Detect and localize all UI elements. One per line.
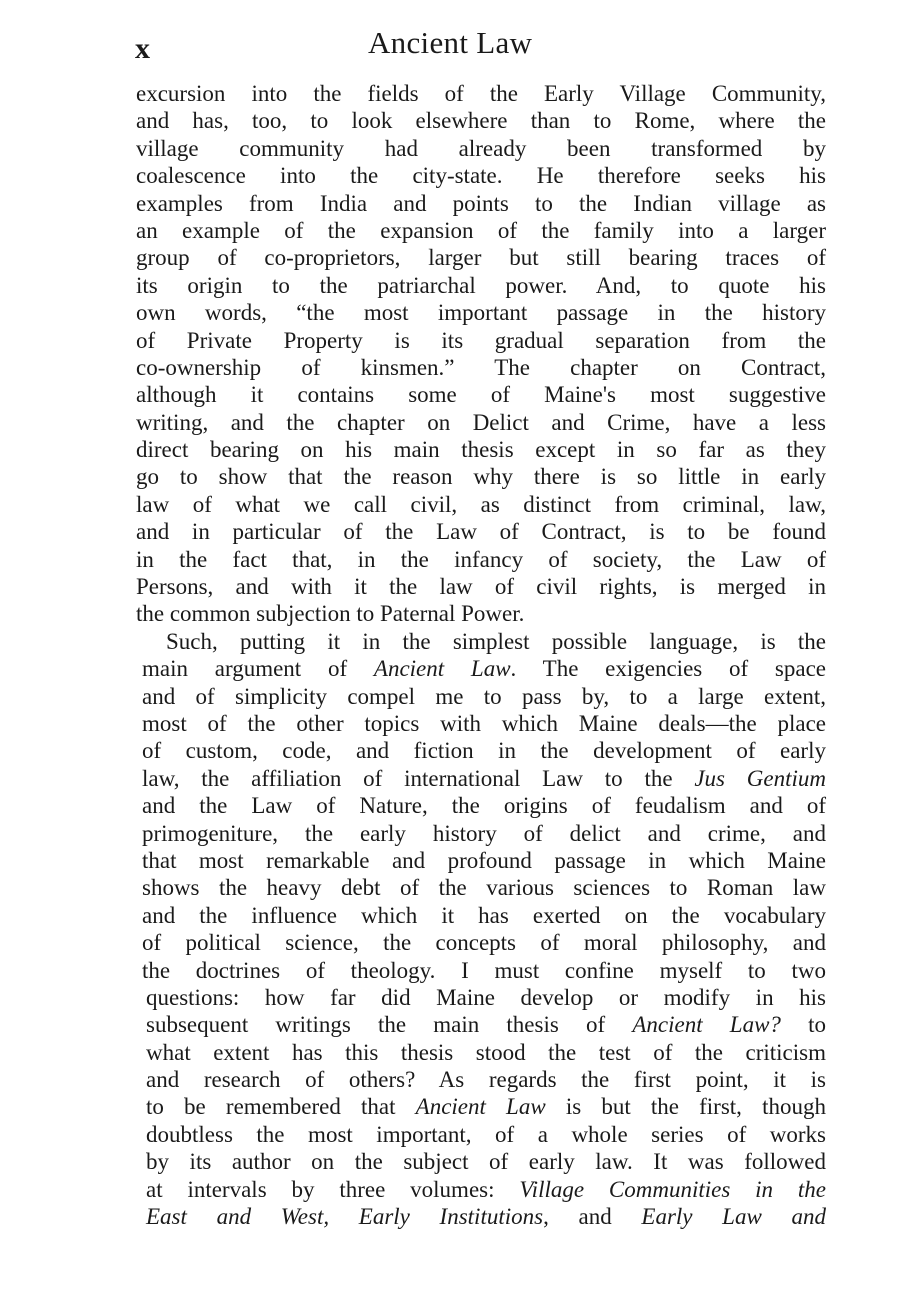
book-title-italic: Early Law and [641, 1204, 826, 1230]
text-line: and the influence which it has exerted on the vocabulary [142, 902, 826, 928]
text-line: that most remarkable and profound passage in which Maine [142, 847, 826, 873]
text-line: village community had already been transformed by [136, 135, 826, 161]
text-line: although it contains some of Maine's most suggestive [136, 382, 826, 408]
text-line: excursion into the fields of the Early Village Community, [136, 81, 826, 106]
text-line: writing, and the chapter on Delict and Crime, have a less [136, 409, 826, 435]
text-line: primogeniture, the early history of delict and crime, and [142, 820, 826, 846]
text-run: at intervals by three volumes: [146, 1176, 520, 1202]
text-line: and of simplicity compel me to pass by, to a large extent, [142, 683, 826, 709]
text-run: . The exigencies of space [510, 656, 826, 682]
text-line: of political science, the concepts of moral philosophy, and [142, 930, 826, 956]
book-title-italic: Ancient Law [415, 1094, 546, 1120]
text-line: the common subjection to Paternal Power. [136, 601, 525, 627]
text-line: own words, “the most important passage in the history [136, 300, 826, 326]
text-line: most of the other topics with which Maine deals—the place [142, 710, 826, 736]
text-line: an example of the expansion of the family into a larger [136, 217, 826, 243]
book-title-italic: Village Communities in the [519, 1176, 826, 1202]
text-line: and in particular of the Law of Contract, is to be found [136, 519, 826, 545]
text-line: the doctrines of theology. I must confine myself to two [142, 957, 826, 983]
running-title: Ancient Law [368, 25, 533, 60]
text-line: questions: how far did Maine develop or modify in his [146, 984, 826, 1010]
text-line: examples from India and points to the Indian village as [136, 190, 826, 216]
text-line [136, 1011, 826, 1038]
text-run: is but the first, though [545, 1094, 826, 1120]
text-line: direct bearing on his main thesis except in so far as they [136, 437, 826, 463]
term-italic: Jus Gentium [694, 765, 826, 791]
text-line: what extent has this thesis stood the test of the criticism [146, 1039, 826, 1065]
page-number: x [135, 32, 150, 65]
book-title-italic: East and West, Early Institutions [146, 1204, 544, 1230]
text-line: doubtless the most important, of a whole series of works [146, 1121, 826, 1147]
text-line [136, 765, 826, 792]
text-line [136, 1093, 826, 1120]
text-line: and the Law of Nature, the origins of feudalism and of [142, 793, 826, 819]
text-line: co-ownership of kinsmen.” The chapter on Contract, [136, 354, 826, 380]
text-line: shows the heavy debt of the various sciences to Roman law [142, 875, 826, 901]
text-line: its origin to the patriarchal power. And, to quote his [136, 272, 826, 298]
text-line: group of co-proprietors, larger but still bearing traces of [136, 245, 826, 271]
text-line: Persons, and with it the law of civil rights, is merged in [136, 574, 826, 600]
text-line: go to show that the reason why there is so little in early [136, 464, 826, 490]
text-run: main argument of [142, 656, 374, 682]
text-run: subsequent writings the main thesis of [146, 1012, 633, 1038]
book-title-italic: Ancient Law? [632, 1012, 781, 1038]
text-run: law, the affiliation of international Law to the [142, 765, 695, 791]
text-line: coalescence into the city-state. He therefore seeks his [136, 163, 826, 189]
text-line: law of what we call civil, as distinct from criminal, law, [136, 491, 826, 517]
text-line: and research of others? As regards the first point, it is [146, 1067, 826, 1093]
text-line [136, 655, 826, 682]
text-run: , and [543, 1204, 642, 1230]
text-line: by its author on the subject of early law. It was followed [146, 1149, 826, 1175]
text-run: Such, putting it in the simplest possible language, is the [166, 628, 826, 654]
text-line: and has, too, to look elsewhere than to Rome, where the [136, 108, 826, 134]
text-run: to be remembered that [146, 1094, 416, 1120]
text-line: in the fact that, in the infancy of society, the Law of [136, 546, 826, 572]
text-line: of Private Property is its gradual separation from the [136, 327, 826, 353]
body-text [136, 80, 826, 1230]
text-line [136, 1203, 826, 1230]
book-title-italic: Ancient Law [373, 656, 511, 682]
text-line [136, 1176, 826, 1203]
text-line: of custom, code, and fiction in the development of early [142, 738, 826, 764]
text-line [136, 628, 826, 655]
text-run: to [780, 1012, 826, 1038]
